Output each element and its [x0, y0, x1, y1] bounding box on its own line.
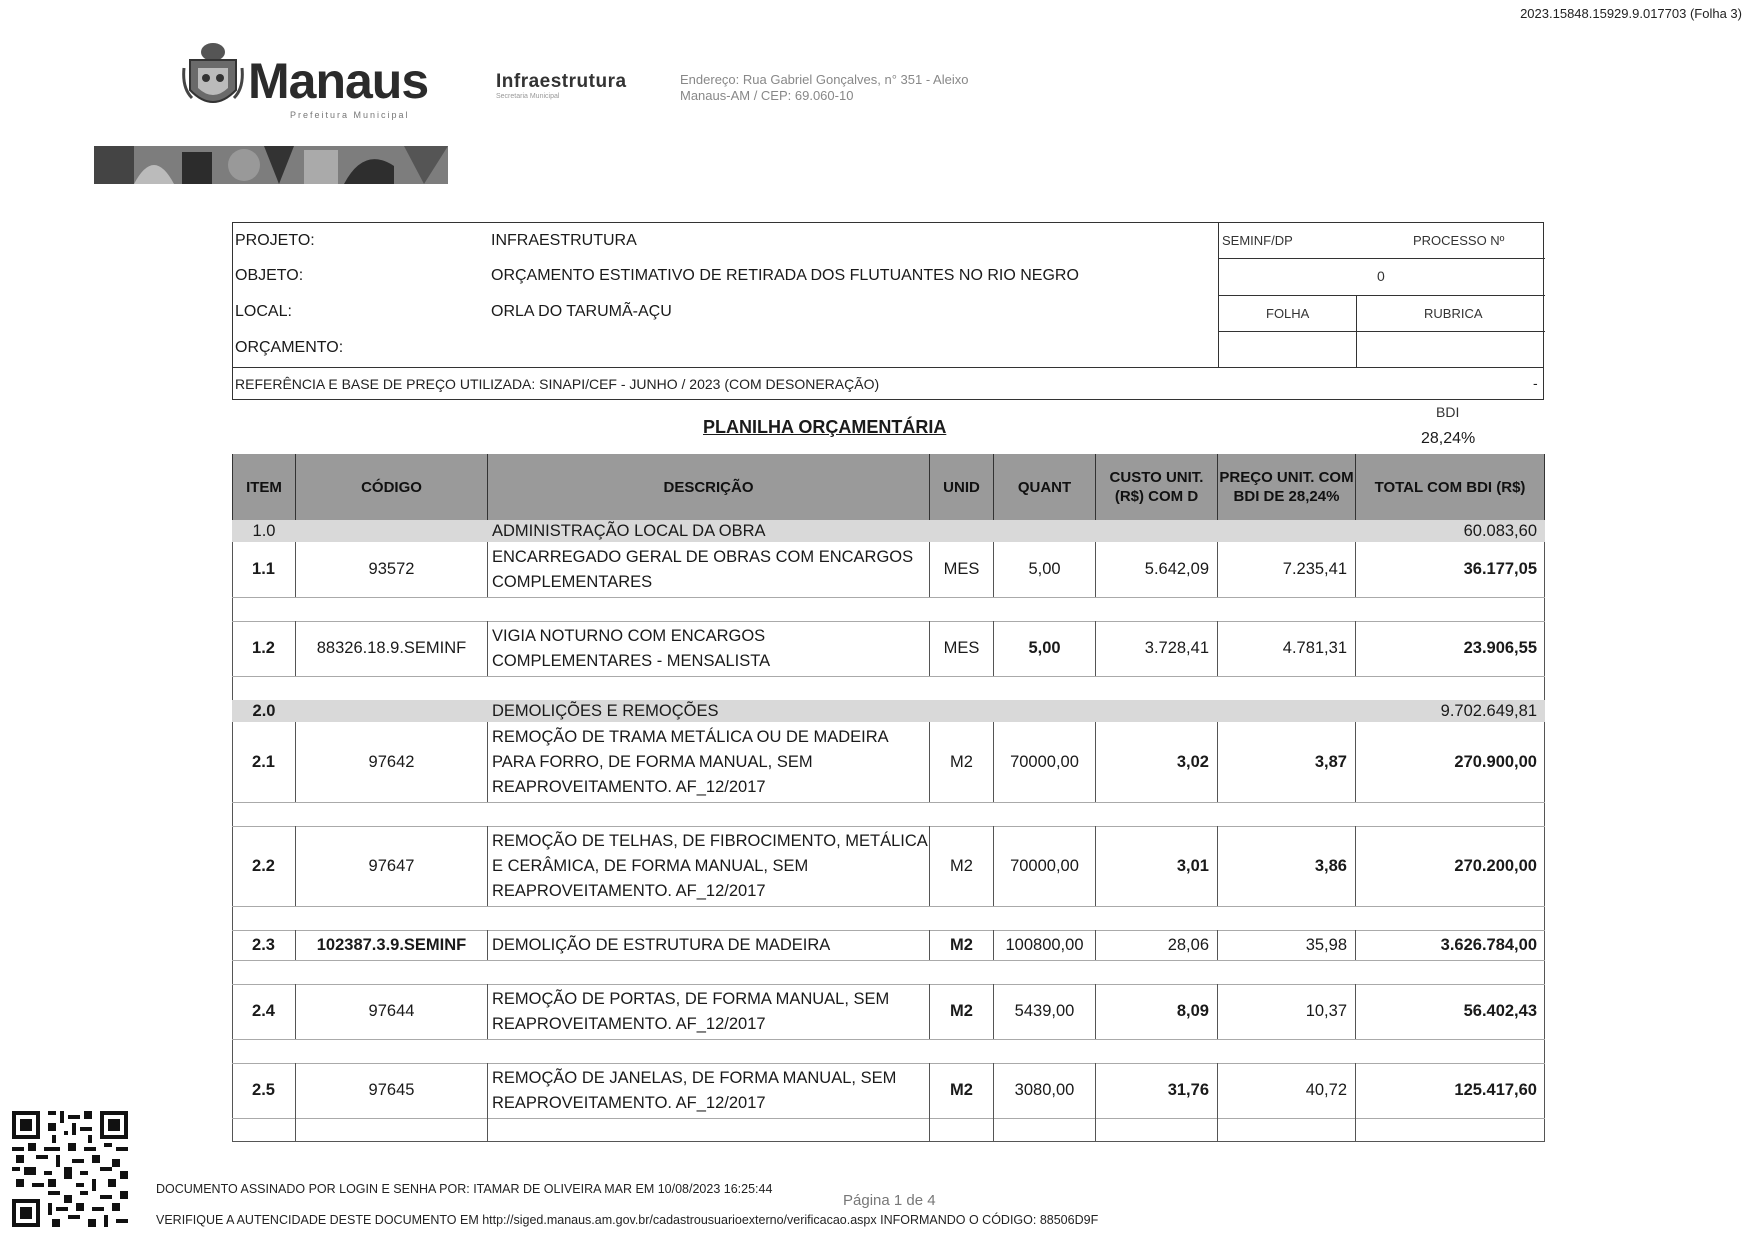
row-total: 270.200,00: [1454, 856, 1537, 875]
reference-dash: -: [1533, 375, 1538, 391]
processo-label: PROCESSO Nº: [1413, 233, 1505, 248]
row-unid: M2: [930, 826, 994, 906]
row-preco: 4.781,31: [1218, 621, 1356, 676]
row-codigo: 102387.3.9.SEMINF: [296, 930, 488, 960]
address-line-2: Manaus-AM / CEP: 69.060-10: [680, 88, 854, 103]
row-quant: 3080,00: [994, 1063, 1096, 1118]
objeto-value: ORÇAMENTO ESTIMATIVO DE RETIRADA DOS FLUTUANTES NO RIO NEGRO: [491, 267, 1079, 284]
table-row: [232, 1063, 1545, 1119]
bdi-label: BDI: [1436, 404, 1460, 420]
table-row: [232, 621, 1545, 677]
page-number: Página 1 de 4: [843, 1192, 936, 1209]
group-row: [232, 700, 1545, 722]
table-row: [232, 930, 1545, 961]
rubrica-label: RUBRICA: [1424, 306, 1483, 321]
row-descricao: VIGIA NOTURNO COM ENCARGOS COMPLEMENTARES - MENSALISTA: [488, 621, 930, 676]
row-item: 2.5: [232, 1063, 296, 1118]
group-description: ADMINISTRAÇÃO LOCAL DA OBRA: [492, 521, 766, 540]
row-custo: 3,01: [1096, 826, 1218, 906]
department-name: Infraestrutura: [496, 71, 627, 92]
budget-table: [232, 454, 1545, 1142]
row-unid: M2: [930, 722, 994, 802]
spacer-row: [232, 906, 1545, 931]
row-quant: 70000,00: [994, 722, 1096, 802]
spacer-row: [232, 802, 1545, 827]
row-codigo: 97647: [296, 826, 488, 906]
row-preco: 35,98: [1218, 930, 1356, 960]
row-codigo: 97642: [296, 722, 488, 802]
row-codigo: 93572: [296, 542, 488, 597]
row-preco: 7.235,41: [1218, 542, 1356, 597]
row-preco: 3,87: [1218, 722, 1356, 802]
projeto-label: PROJETO:: [235, 232, 315, 249]
verification-notice: VERIFIQUE A AUTENCIDADE DESTE DOCUMENTO EM http://siged.manaus.am.gov.br/cadastrousuarioexterno/verificacao.aspx INFORMANDO O CÓDIGO: 88506D9F: [156, 1213, 1099, 1227]
row-item: 1.1: [232, 542, 296, 597]
spacer-row: [232, 597, 1545, 622]
row-descricao: REMOÇÃO DE PORTAS, DE FORMA MANUAL, SEM REAPROVEITAMENTO. AF_12/2017: [488, 984, 930, 1039]
address-line-1: Endereço: Rua Gabriel Gonçalves, n° 351 - Aleixo: [680, 72, 969, 87]
group-item: 2.0: [252, 701, 276, 720]
row-total: 56.402,43: [1463, 1002, 1537, 1020]
row-unid: M2: [930, 930, 994, 960]
manaus-coat-of-arms-icon: [182, 38, 244, 116]
row-preco: 40,72: [1218, 1063, 1356, 1118]
document-id: 2023.15848.15929.9.017703 (Folha 3): [1520, 6, 1742, 21]
row-preco: 10,37: [1218, 984, 1356, 1039]
local-value: ORLA DO TARUMÃ-AÇU: [491, 303, 672, 320]
row-custo: 8,09: [1096, 984, 1218, 1039]
row-descricao: REMOÇÃO DE JANELAS, DE FORMA MANUAL, SEM REAPROVEITAMENTO. AF_12/2017: [488, 1063, 930, 1118]
col-header-descricao: DESCRIÇÃO: [488, 454, 930, 520]
table-row: [232, 722, 1545, 803]
row-unid: M2: [930, 984, 994, 1039]
seminf-label: SEMINF/DP: [1222, 233, 1293, 248]
projeto-value: INFRAESTRUTURA: [491, 232, 637, 249]
group-row: [232, 520, 1545, 542]
project-info-box: [232, 222, 1544, 400]
row-descricao: ENCARREGADO GERAL DE OBRAS COM ENCARGOS COMPLEMENTARES: [488, 542, 930, 597]
row-codigo: 97645: [296, 1063, 488, 1118]
row-custo: 28,06: [1096, 930, 1218, 960]
department-subtitle: Secretaria Municipal: [496, 93, 560, 100]
table-row: [232, 984, 1545, 1040]
spacer-row: [232, 676, 1545, 701]
logo-wordmark: Manaus: [248, 53, 429, 109]
row-total: 270.900,00: [1454, 752, 1537, 771]
row-total: 125.417,60: [1454, 1081, 1537, 1099]
spacer-row: [232, 1118, 1545, 1141]
local-label: LOCAL:: [235, 303, 292, 320]
row-unid: MES: [930, 621, 994, 676]
row-quant: 100800,00: [994, 930, 1096, 960]
group-item: 1.0: [252, 521, 276, 540]
col-header-preco: PREÇO UNIT. COM BDI DE 28,24%: [1218, 454, 1356, 520]
col-header-unid: UNID: [930, 454, 994, 520]
col-header-total: TOTAL COM BDI (R$): [1356, 454, 1545, 520]
spacer-row: [232, 960, 1545, 985]
processo-value: 0: [1377, 268, 1385, 284]
row-preco: 3,86: [1218, 826, 1356, 906]
group-total: 60.083,60: [1463, 521, 1537, 540]
row-custo: 5.642,09: [1096, 542, 1218, 597]
row-item: 1.2: [232, 621, 296, 676]
row-custo: 3,02: [1096, 722, 1218, 802]
row-descricao: REMOÇÃO DE TRAMA METÁLICA OU DE MADEIRA PARA FORRO, DE FORMA MANUAL, SEM REAPROVEITAMENTO. AF_12/2017: [488, 722, 930, 802]
row-quant: 5,00: [994, 542, 1096, 597]
row-unid: M2: [930, 1063, 994, 1118]
col-header-custo: CUSTO UNIT. (R$) COM D: [1096, 454, 1218, 520]
row-custo: 31,76: [1096, 1063, 1218, 1118]
row-item: 2.4: [232, 984, 296, 1039]
col-header-codigo: CÓDIGO: [296, 454, 488, 520]
group-total: 9.702.649,81: [1440, 701, 1537, 720]
row-total: 23.906,55: [1463, 639, 1537, 657]
address: [680, 72, 968, 104]
reference-line: REFERÊNCIA E BASE DE PREÇO UTILIZADA: SINAPI/CEF - JUNHO / 2023 (COM DESONERAÇÃO): [235, 376, 880, 392]
folha-label: FOLHA: [1266, 306, 1310, 321]
row-item: 2.3: [232, 930, 296, 960]
row-quant: 5439,00: [994, 984, 1096, 1039]
row-quant: 5,00: [994, 621, 1096, 676]
row-total: 3.626.784,00: [1440, 935, 1537, 954]
col-header-quant: QUANT: [994, 454, 1096, 520]
signature-notice: DOCUMENTO ASSINADO POR LOGIN E SENHA POR: ITAMAR DE OLIVEIRA MAR EM 10/08/2023 16:25:44: [156, 1182, 773, 1196]
row-descricao: DEMOLIÇÃO DE ESTRUTURA DE MADEIRA: [488, 930, 930, 960]
row-unid: MES: [930, 542, 994, 597]
row-item: 2.1: [232, 722, 296, 802]
row-descricao: REMOÇÃO DE TELHAS, DE FIBROCIMENTO, METÁLICA E CERÂMICA, DE FORMA MANUAL, SEM REAPROVEITAMENTO. AF_12/2017: [488, 826, 930, 906]
spacer-row: [232, 1039, 1545, 1064]
row-item: 2.2: [232, 826, 296, 906]
objeto-label: OBJETO:: [235, 267, 304, 284]
table-row: [232, 826, 1545, 907]
logo-subtitle: Prefeitura Municipal: [290, 110, 410, 120]
row-codigo: 88326.18.9.SEMINF: [296, 621, 488, 676]
decorative-pattern-band: [94, 146, 448, 184]
table-row: [232, 542, 1545, 598]
planilha-title: PLANILHA ORÇAMENTÁRIA: [703, 417, 947, 437]
col-header-item: ITEM: [232, 454, 296, 520]
row-codigo: 97644: [296, 984, 488, 1039]
bdi-value: 28,24%: [1421, 430, 1476, 447]
orcamento-label: ORÇAMENTO:: [235, 339, 344, 356]
group-description: DEMOLIÇÕES E REMOÇÕES: [492, 701, 719, 720]
row-custo: 3.728,41: [1096, 621, 1218, 676]
qr-code-icon: [12, 1111, 128, 1227]
row-total: 36.177,05: [1463, 560, 1537, 578]
row-quant: 70000,00: [994, 826, 1096, 906]
